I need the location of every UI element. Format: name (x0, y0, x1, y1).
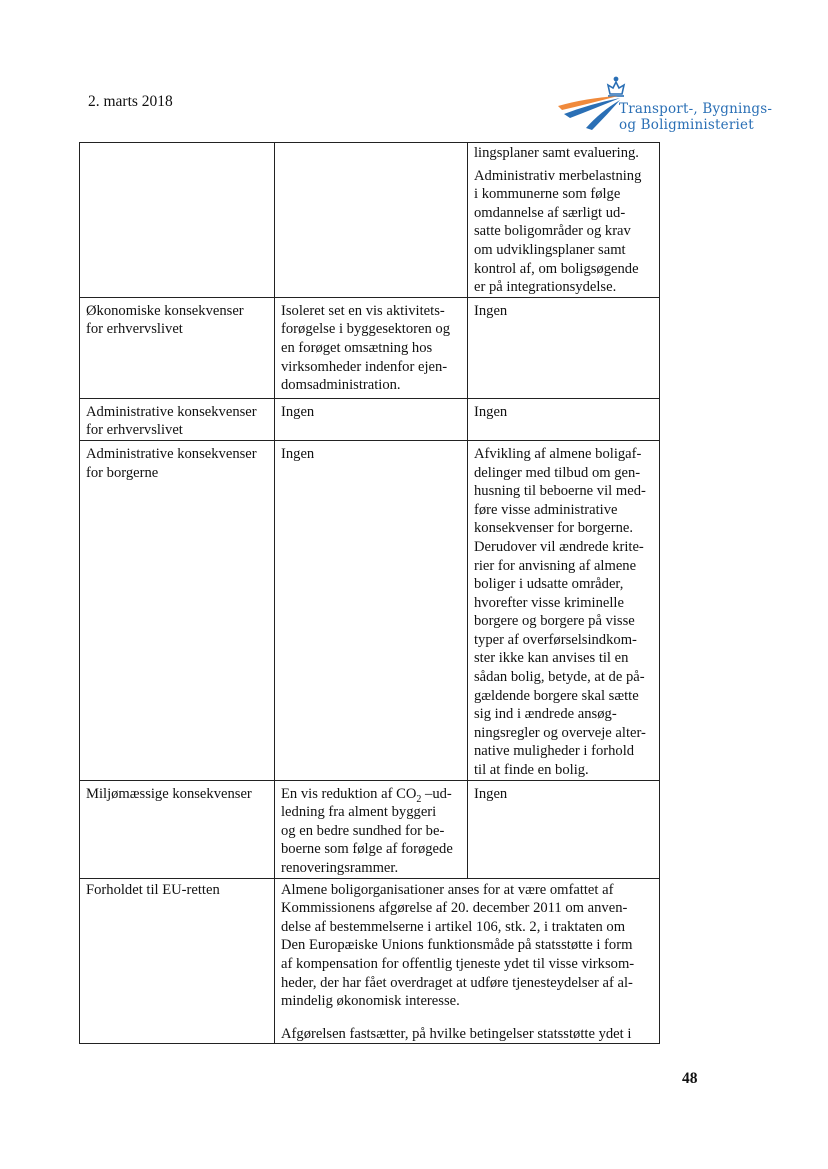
cell-text: Afgørelsen fastsætter, på hvilke betingelser statsstøtte ydet i (281, 1025, 632, 1042)
cell-text: føre visse administrative (474, 501, 618, 518)
cell-text: Forholdet til EU-retten (86, 881, 220, 898)
table-cell (80, 143, 275, 298)
table-cell (468, 780, 660, 878)
cell-text: Ingen (474, 403, 508, 420)
row-label (80, 440, 275, 780)
cell-text: kontrol af, om boligsøgende (474, 260, 639, 277)
cell-text: virksomheder indenfor ejen- (281, 358, 448, 375)
cell-text: for borgerne (86, 464, 159, 481)
cell-text: hvorefter visse kriminelle (474, 594, 624, 611)
table-cell (468, 440, 660, 780)
ministry-name (619, 101, 772, 133)
cell-text: Administrativ merbelastning (474, 167, 642, 184)
cell-text: er på integrationsydelse. (474, 279, 617, 296)
cell-text: ningsregler og overveje alter- (474, 724, 646, 741)
cell-text: renoveringsrammer. (281, 860, 399, 876)
ministry-name-line2: og Boligministeriet (619, 117, 754, 133)
cell-text: delse af bestemmelserne i artikel 106, stk. 2, i traktaten om (281, 918, 626, 935)
cell-text: Almene boligorganisationer anses for at være omfattet af (281, 881, 614, 898)
cell-text: domsadministration. (281, 377, 401, 394)
cell-text: boerne som følge af forøgede (281, 841, 453, 858)
table-cell (468, 143, 660, 298)
row-label (80, 297, 275, 398)
cell-text: Kommissionens afgørelse af 20. december 2011 om anven- (281, 900, 628, 917)
table-cell (275, 297, 468, 398)
ministry-logo (556, 74, 773, 136)
table-row (80, 440, 660, 780)
co2-text: En vis reduktion af CO (281, 785, 417, 802)
cell-text: Økonomiske konsekvenser (86, 302, 244, 319)
page-number: 48 (682, 1070, 698, 1087)
table-cell (275, 143, 468, 298)
cell-text: Ingen (281, 403, 315, 420)
table-cell (275, 398, 468, 440)
cell-text: Derudover vil ændrede krite- (474, 538, 644, 555)
cell-text: i kommunerne som følge (474, 186, 621, 203)
consequences-table (79, 142, 660, 1044)
cell-text: heder, der har fået overdraget at udføre tjenesteydelser af al- (281, 974, 633, 991)
cell-text: satte boligområder og krav (474, 223, 631, 240)
cell-text: sig ind i ændrede ansøg- (474, 706, 617, 723)
table-cell (275, 440, 468, 780)
cell-text: sådan bolig, betyde, at de på- (474, 669, 645, 686)
cell-text: Ingen (474, 785, 508, 802)
cell-text: native muligheder i forhold (474, 743, 635, 760)
cell-text: og en bedre sundhed for be- (281, 822, 445, 839)
row-label (80, 780, 275, 878)
table-cell (468, 297, 660, 398)
cell-text: Den Europæiske Unions funktionsmåde på statsstøtte i form (281, 937, 633, 954)
cell-text: Administrative konsekvenser (86, 403, 257, 420)
cell-text: Ingen (281, 445, 315, 462)
cell-text: omdannelse af særligt ud- (474, 204, 626, 221)
cell-text: en forøget omsætning hos (281, 339, 433, 356)
document-date: 2. marts 2018 (88, 93, 173, 110)
cell-text: for erhvervslivet (86, 422, 183, 439)
table-row (80, 878, 660, 1044)
co2-subscript: 2 (416, 793, 422, 805)
cell-text: mindelig økonomisk interesse. (281, 993, 460, 1010)
cell-text: for erhvervslivet (86, 321, 183, 338)
cell-text: konsekvenser for borgerne. (474, 520, 633, 537)
cell-text: rier for anvisning af almene (474, 557, 637, 574)
cell-text: ster ikke kan anvises til en (474, 650, 629, 667)
cell-text: lingsplaner samt evaluering. (474, 145, 639, 161)
cell-text (281, 785, 461, 804)
table-cell (275, 878, 660, 1044)
cell-text: Isoleret set en vis aktivitets- (281, 302, 445, 319)
cell-text: boliger i udsatte områder, (474, 576, 624, 593)
row-label (80, 398, 275, 440)
cell-text: Administrative konsekvenser (86, 445, 257, 462)
ministry-name-line1: Transport-, Bygnings- (619, 101, 773, 117)
cell-text: forøgelse i byggesektoren og (281, 321, 450, 338)
table-row (80, 398, 660, 440)
row-label (80, 878, 275, 1044)
cell-text: gældende borgere skal sætte (474, 687, 639, 704)
cell-text: husning til beboerne vil med- (474, 483, 646, 500)
cell-text: Ingen (474, 302, 508, 319)
table-row (80, 297, 660, 398)
cell-text: Afvikling af almene boligaf- (474, 445, 642, 462)
cell-text: af kompensation for offentlig tjeneste ydet til visse virksom- (281, 955, 635, 972)
crown-and-swoosh-logo-icon (556, 74, 626, 134)
cell-text: til at finde en bolig. (474, 762, 589, 779)
table-cell (275, 780, 468, 878)
co2-text-post: –ud- (421, 785, 452, 802)
cell-text: delinger med tilbud om gen- (474, 464, 641, 481)
table-row (80, 780, 660, 878)
cell-text: ledning fra alment byggeri (281, 804, 437, 821)
table-row (80, 143, 660, 298)
cell-text: borgere og borgere på visse (474, 613, 635, 630)
cell-text: om udviklingsplaner samt (474, 241, 626, 258)
cell-text: Miljømæssige konsekvenser (86, 785, 252, 802)
table-cell (468, 398, 660, 440)
cell-text: typer af overførselsindkom- (474, 631, 637, 648)
